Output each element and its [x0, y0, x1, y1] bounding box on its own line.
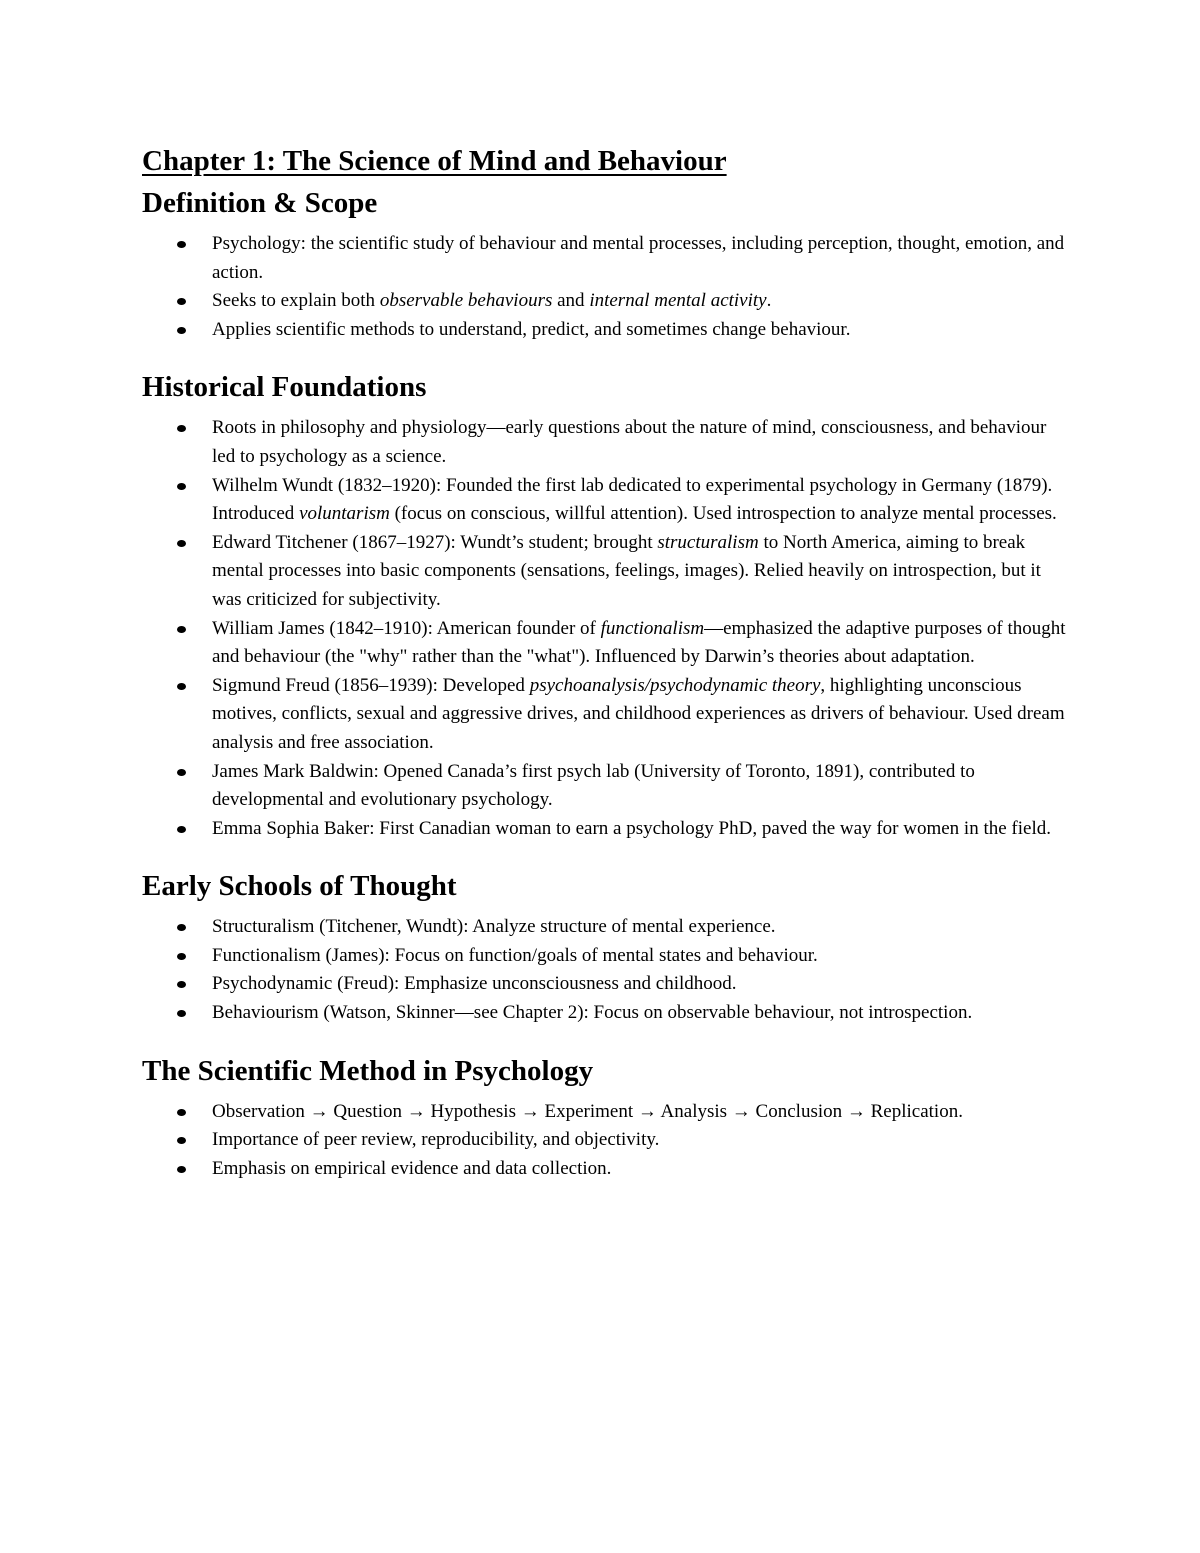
text-segment: James Mark Baldwin: Opened Canada’s first psych lab (University of Toronto, 1891), contributed to developmental and evolutionary psychology. [212, 760, 975, 811]
list-item [142, 758, 1072, 815]
italic-term: structuralism [657, 531, 759, 553]
bullet-list [142, 913, 1072, 1027]
list-item [142, 1126, 1072, 1155]
list-item [142, 287, 1072, 316]
section-heading: The Scientific Method in Psychology [142, 1054, 594, 1087]
chapter-title: Chapter 1: The Science of Mind and Behaviour [142, 145, 727, 177]
list-item [142, 1155, 1072, 1184]
list-item [142, 1098, 1072, 1127]
bullet-list [142, 230, 1072, 344]
sections-container [142, 182, 1072, 1183]
text-segment: William James (1842–1910): American founder of [212, 617, 601, 639]
italic-term: observable behaviours [379, 290, 553, 312]
section-early-schools-of-thought [142, 865, 1072, 1027]
text-segment: . [766, 290, 772, 312]
section-definition-scope [142, 182, 1072, 344]
text-segment: Roots in philosophy and physiology—early questions about the nature of mind, consciousness, and behaviour led to psychology as a science. [212, 417, 1047, 467]
text-segment: Seeks to explain both [212, 290, 380, 312]
text-segment: Behaviourism (Watson, Skinner—see Chapter 2): Focus on observable behaviour, not introspection. [212, 1002, 973, 1024]
list-item [142, 615, 1072, 672]
list-item [142, 913, 1072, 942]
bullet-list [142, 1098, 1072, 1184]
text-segment: and [552, 290, 590, 312]
list-item [142, 970, 1072, 999]
italic-term: psychoanalysis/psychodynamic theory [529, 674, 821, 696]
list-item [142, 999, 1072, 1028]
text-segment: Psychology: the scientific study of behaviour and mental processes, including perception, thought, emotion, and action. [212, 233, 1065, 283]
list-item [142, 414, 1072, 471]
italic-term: voluntarism [299, 503, 390, 525]
italic-term: functionalism [600, 617, 705, 639]
section-the-scientific-method-in-psychology [142, 1050, 1072, 1184]
list-item [142, 230, 1072, 287]
section-historical-foundations [142, 366, 1072, 843]
text-segment: —emphasized the adaptive purposes of thought and behaviour (the "why" rather than the "what"). Influenced by Darwin’s theories about adaptation. [212, 617, 1066, 668]
text-segment: Applies scientific methods to understand, predict, and sometimes change behaviour. [212, 318, 851, 340]
text-segment: Wilhelm Wundt (1832–1920): Founded the first lab dedicated to experimental psychology in Germany (1879). Introduced [212, 474, 1053, 525]
document-page [142, 140, 1072, 1183]
text-segment: Structuralism (Titchener, Wundt): Analyze structure of mental experience. [212, 916, 776, 938]
list-item [142, 529, 1072, 615]
list-item [142, 316, 1072, 345]
list-item [142, 815, 1072, 844]
section-heading: Historical Foundations [142, 371, 427, 404]
text-segment: Edward Titchener (1867–1927): Wundt’s student; brought [212, 531, 658, 553]
section-heading: Definition & Scope [142, 187, 378, 219]
text-segment: , highlighting unconscious motives, conflicts, sexual and aggressive drives, and childhood experiences as drivers of behaviour. Used dream analysis and free association. [212, 674, 1065, 753]
text-segment: Psychodynamic (Freud): Emphasize unconsciousness and childhood. [212, 973, 737, 995]
list-item [142, 672, 1072, 758]
text-segment: (focus on conscious, willful attention). Used introspection to analyze mental processes. [389, 503, 1057, 525]
section-heading: Early Schools of Thought [142, 870, 457, 903]
list-item [142, 942, 1072, 971]
italic-term: internal mental activity [589, 290, 767, 312]
text-segment: Emma Sophia Baker: First Canadian woman to earn a psychology PhD, paved the way for women in the field. [212, 817, 1051, 839]
text-segment: Sigmund Freud (1856–1939): Developed [212, 674, 530, 696]
text-segment: to North America, aiming to break mental processes into basic components (sensations, feelings, images). Relied heavily on introspection, but it was criticized for subjectivity. [212, 531, 1041, 610]
text-segment: Observation → Question → Hypothesis → Experiment → Analysis → Conclusion → Replication. [212, 1100, 963, 1122]
bullet-list [142, 414, 1072, 843]
text-segment: Functionalism (James): Focus on function/goals of mental states and behaviour. [212, 944, 818, 966]
list-item [142, 472, 1072, 529]
text-segment: Importance of peer review, reproducibility, and objectivity. [212, 1129, 660, 1151]
text-segment: Emphasis on empirical evidence and data collection. [212, 1157, 612, 1179]
